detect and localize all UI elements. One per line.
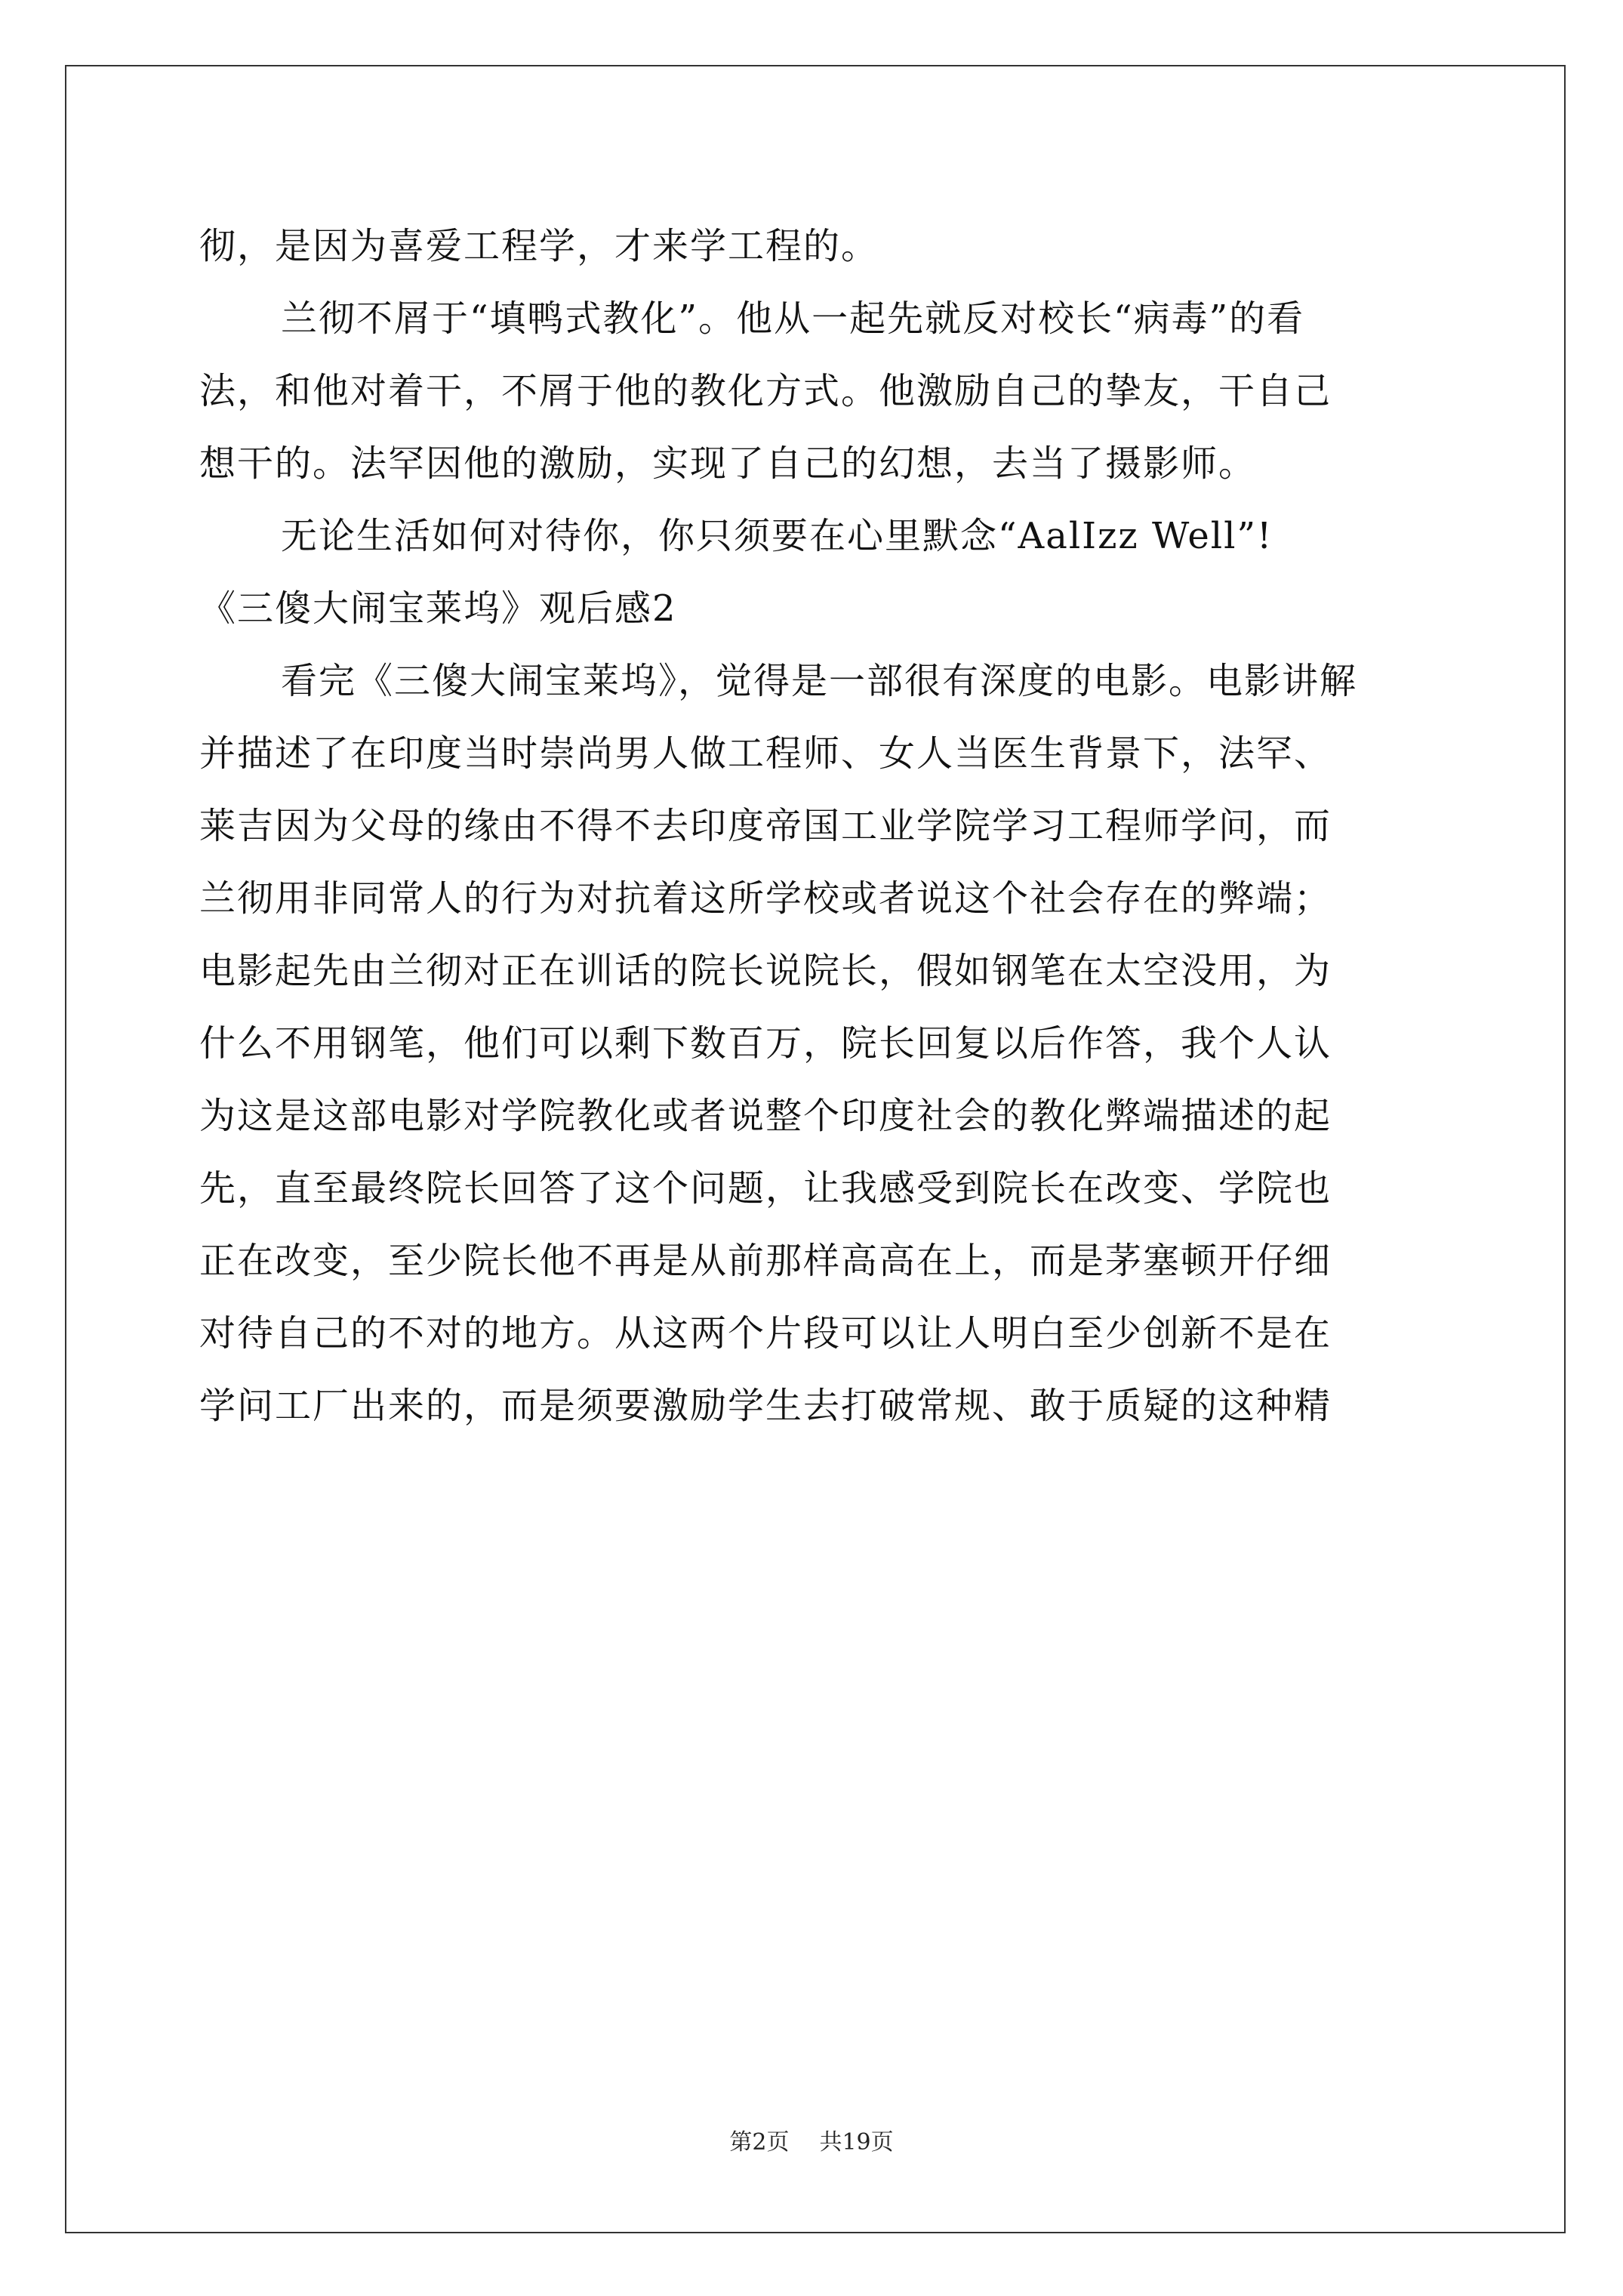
text-line: 莱吉因为父母的缘由不得不去印度帝国工业学院学习工程师学问，而 [199,805,1332,847]
text-line: 法，和他对着干，不屑于他的教化方式。他激励自己的挚友，干自己 [199,370,1332,412]
document-body [199,210,1430,1442]
page-number: 第2页 [729,2129,790,2156]
text-line: 无论生活如何对待你，你只须要在心里默念“AalIzz Well”! [281,515,1273,557]
section-heading: 《三傻大闹宝莱坞》观后感2 [199,587,677,630]
text-line: 看完《三傻大闹宝莱坞》，觉得是一部很有深度的电影。电影讲解 [281,660,1358,702]
text-line: 兰彻用非同常人的行为对抗着这所学校或者说这个社会存在的弊端； [199,877,1332,920]
text-line: 并描述了在印度当时崇尚男人做工程师、女人当医生背景下，法罕、 [199,732,1332,775]
text-line: 兰彻不屑于“填鸭式教化”。他从一起先就反对校长“病毒”的看 [281,297,1305,340]
text-line: 想干的。法罕因他的激励，实现了自己的幻想，去当了摄影师。 [199,442,1257,485]
text-line: 彻，是因为喜爱工程学，才来学工程的。 [199,225,879,267]
text-line: 什么不用钢笔，他们可以剩下数百万，院长回复以后作答，我个人认 [199,1022,1332,1065]
text-line: 学问工厂出来的，而是须要激励学生去打破常规、敢于质疑的这种精 [199,1385,1332,1427]
text-line: 先，直至最终院长回答了这个问题，让我感受到院长在改变、学院也 [199,1167,1332,1210]
text-line: 电影起先由兰彻对正在训话的院长说院长，假如钢笔在太空没用，为 [199,950,1332,992]
text-line: 对待自己的不对的地方。从这两个片段可以让人明白至少创新不是在 [199,1312,1332,1354]
text-line: 为这是这部电影对学院教化或者说整个印度社会的教化弊端描述的起 [199,1095,1332,1137]
text-line: 正在改变，至少院长他不再是从前那样高高在上，而是茅塞顿开仔细 [199,1240,1332,1282]
page-footer [0,2128,1623,2158]
page-total: 共19页 [819,2129,894,2156]
